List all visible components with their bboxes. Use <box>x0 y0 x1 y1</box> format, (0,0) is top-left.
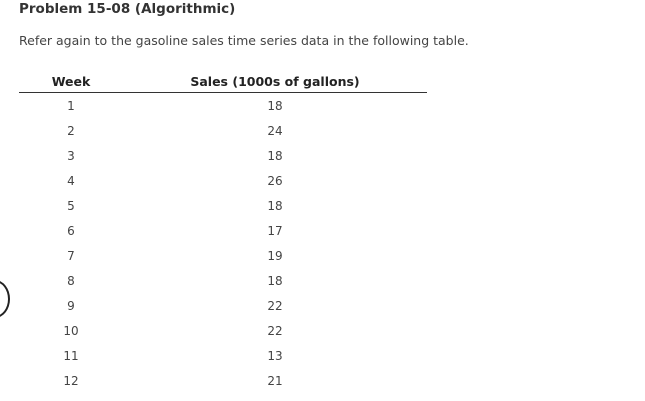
sales-cell: 18 <box>267 148 283 163</box>
problem-title: Problem 15-08 (Algorithmic) <box>19 1 236 17</box>
sales-column-header: Sales (1000s of gallons) <box>123 70 427 93</box>
table-row <box>19 343 427 368</box>
sales-cell: 13 <box>267 348 283 363</box>
table-body <box>19 93 427 394</box>
sales-cell: 17 <box>267 223 283 238</box>
sales-table <box>19 70 427 393</box>
week-cell: 6 <box>67 223 75 238</box>
sales-cell: 22 <box>267 323 283 338</box>
table-row <box>19 218 427 243</box>
week-cell: 9 <box>67 298 75 313</box>
sales-cell: 18 <box>267 273 283 288</box>
table-row <box>19 143 427 168</box>
table-row <box>19 243 427 268</box>
table-header-row <box>19 70 427 93</box>
problem-intro: Refer again to the gasoline sales time series data in the following table. <box>19 33 469 48</box>
table-row <box>19 93 427 119</box>
table-row <box>19 168 427 193</box>
side-navigation-circle[interactable] <box>0 280 10 318</box>
week-cell: 1 <box>67 98 75 113</box>
table-row <box>19 193 427 218</box>
sales-cell: 18 <box>267 98 283 113</box>
sales-cell: 22 <box>267 298 283 313</box>
sales-cell: 18 <box>267 198 283 213</box>
week-cell: 5 <box>67 198 75 213</box>
week-cell: 3 <box>67 148 75 163</box>
table-row <box>19 293 427 318</box>
week-cell: 11 <box>63 348 79 363</box>
week-cell: 10 <box>63 323 79 338</box>
week-cell: 2 <box>67 123 75 138</box>
table-row <box>19 268 427 293</box>
sales-cell: 26 <box>267 173 283 188</box>
week-cell: 12 <box>63 373 79 388</box>
table-row <box>19 318 427 343</box>
sales-cell: 19 <box>267 248 283 263</box>
table-row <box>19 118 427 143</box>
table-row <box>19 368 427 393</box>
sales-cell: 24 <box>267 123 283 138</box>
week-cell: 8 <box>67 273 75 288</box>
sales-cell: 21 <box>267 373 283 388</box>
week-cell: 4 <box>67 173 75 188</box>
week-column-header: Week <box>19 70 123 93</box>
week-cell: 7 <box>67 248 75 263</box>
